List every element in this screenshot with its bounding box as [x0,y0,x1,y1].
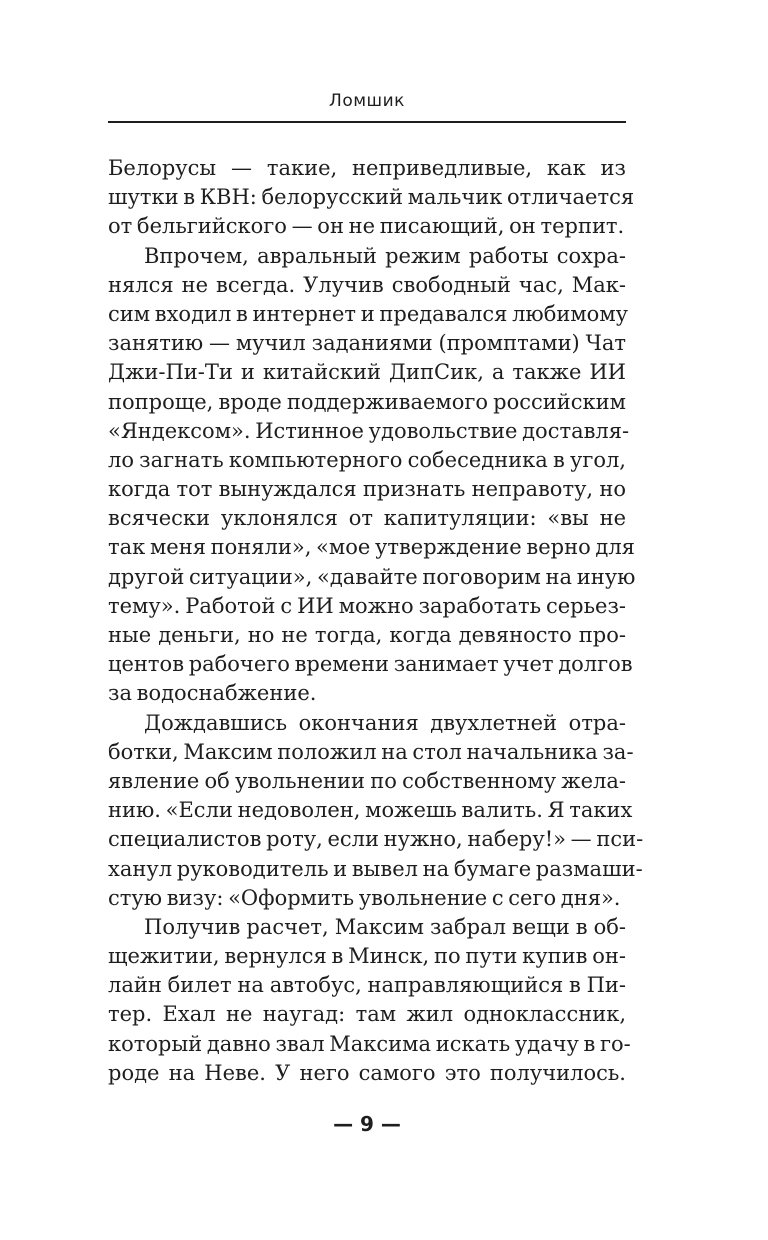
text-line: всячески уклонялся от капитуляции: «вы не [108,506,626,531]
text-line: попроще, вроде поддерживаемого российским [108,389,626,414]
text-line: шутки в КВН: белорусский мальчик отличается [108,185,635,210]
text-line: Белорусы — такие, неприведливые, как из [108,156,626,180]
text-line: Джи-Пи-Ти и китайский ДипСик, а также ИИ [108,360,626,385]
text-line: центов рабочего времени занимает учет долгов [108,652,633,677]
text-line: специалистов роту, если нужно, наберу!» — пси- [108,827,644,852]
text-line: от бельгийского — он не писающий, он терпит. [108,214,625,239]
text-line: тему». Работой с ИИ можно заработать серьез- [108,593,626,618]
text-line: другой ситуации», «давайте поговорим на иную [108,564,636,589]
text-line: стую визу: «Оформить увольнение с сего дня». [108,885,621,910]
text-line: ханул руководитель и вывел на бумаге размаши- [108,856,643,881]
text-line: сим входил в интернет и предавался любимому [108,301,629,326]
text-line: ные деньги, но не тогда, когда девяносто про- [108,623,626,647]
text-line: занятию — мучил заданиями (промптами) Чат [108,331,626,356]
text-line: «Яндексом». Истинное удовольствие доставля- [108,418,630,443]
text-line: Получив расчет, Максим забрал вещи в об- [144,914,626,939]
text-line: нию. «Если недоволен, можешь валить. Я таких [108,798,633,823]
text-line: Дождавшись окончания двухлетней отра- [144,710,626,735]
text-line: нялся не всегда. Улучив свободный час, Мак- [108,272,626,297]
running-title: Ломшик [329,91,405,111]
text-line: щежитии, вернулся в Минск, по пути купив он- [108,944,626,969]
header-rule [108,121,626,123]
text-line: за водоснабжение. [108,681,317,706]
text-line: роде на Неве. У него самого это получилось. [108,1060,626,1085]
text-line: явление об увольнении по собственному жела- [108,768,626,793]
page-number: — 9 — [333,1112,401,1136]
text-line: ло загнать компьютерного собеседника в угол, [108,447,626,472]
text-line: когда тот вынуждался признать неправоту, но [108,477,626,502]
text-line: который давно звал Максима искать удачу в го- [108,1031,631,1056]
text-line: ботки, Максим положил на стол начальника за- [108,739,634,764]
body-text [108,154,644,1088]
text-line: лайн билет на автобус, направляющийся в Пи- [108,973,626,998]
text-line: Впрочем, авральный режим работы сохра- [144,243,626,268]
text-line: так меня поняли», «мое утверждение верно для [108,535,635,560]
text-line: тер. Ехал не наугад: там жил одноклассник, [108,1002,626,1027]
